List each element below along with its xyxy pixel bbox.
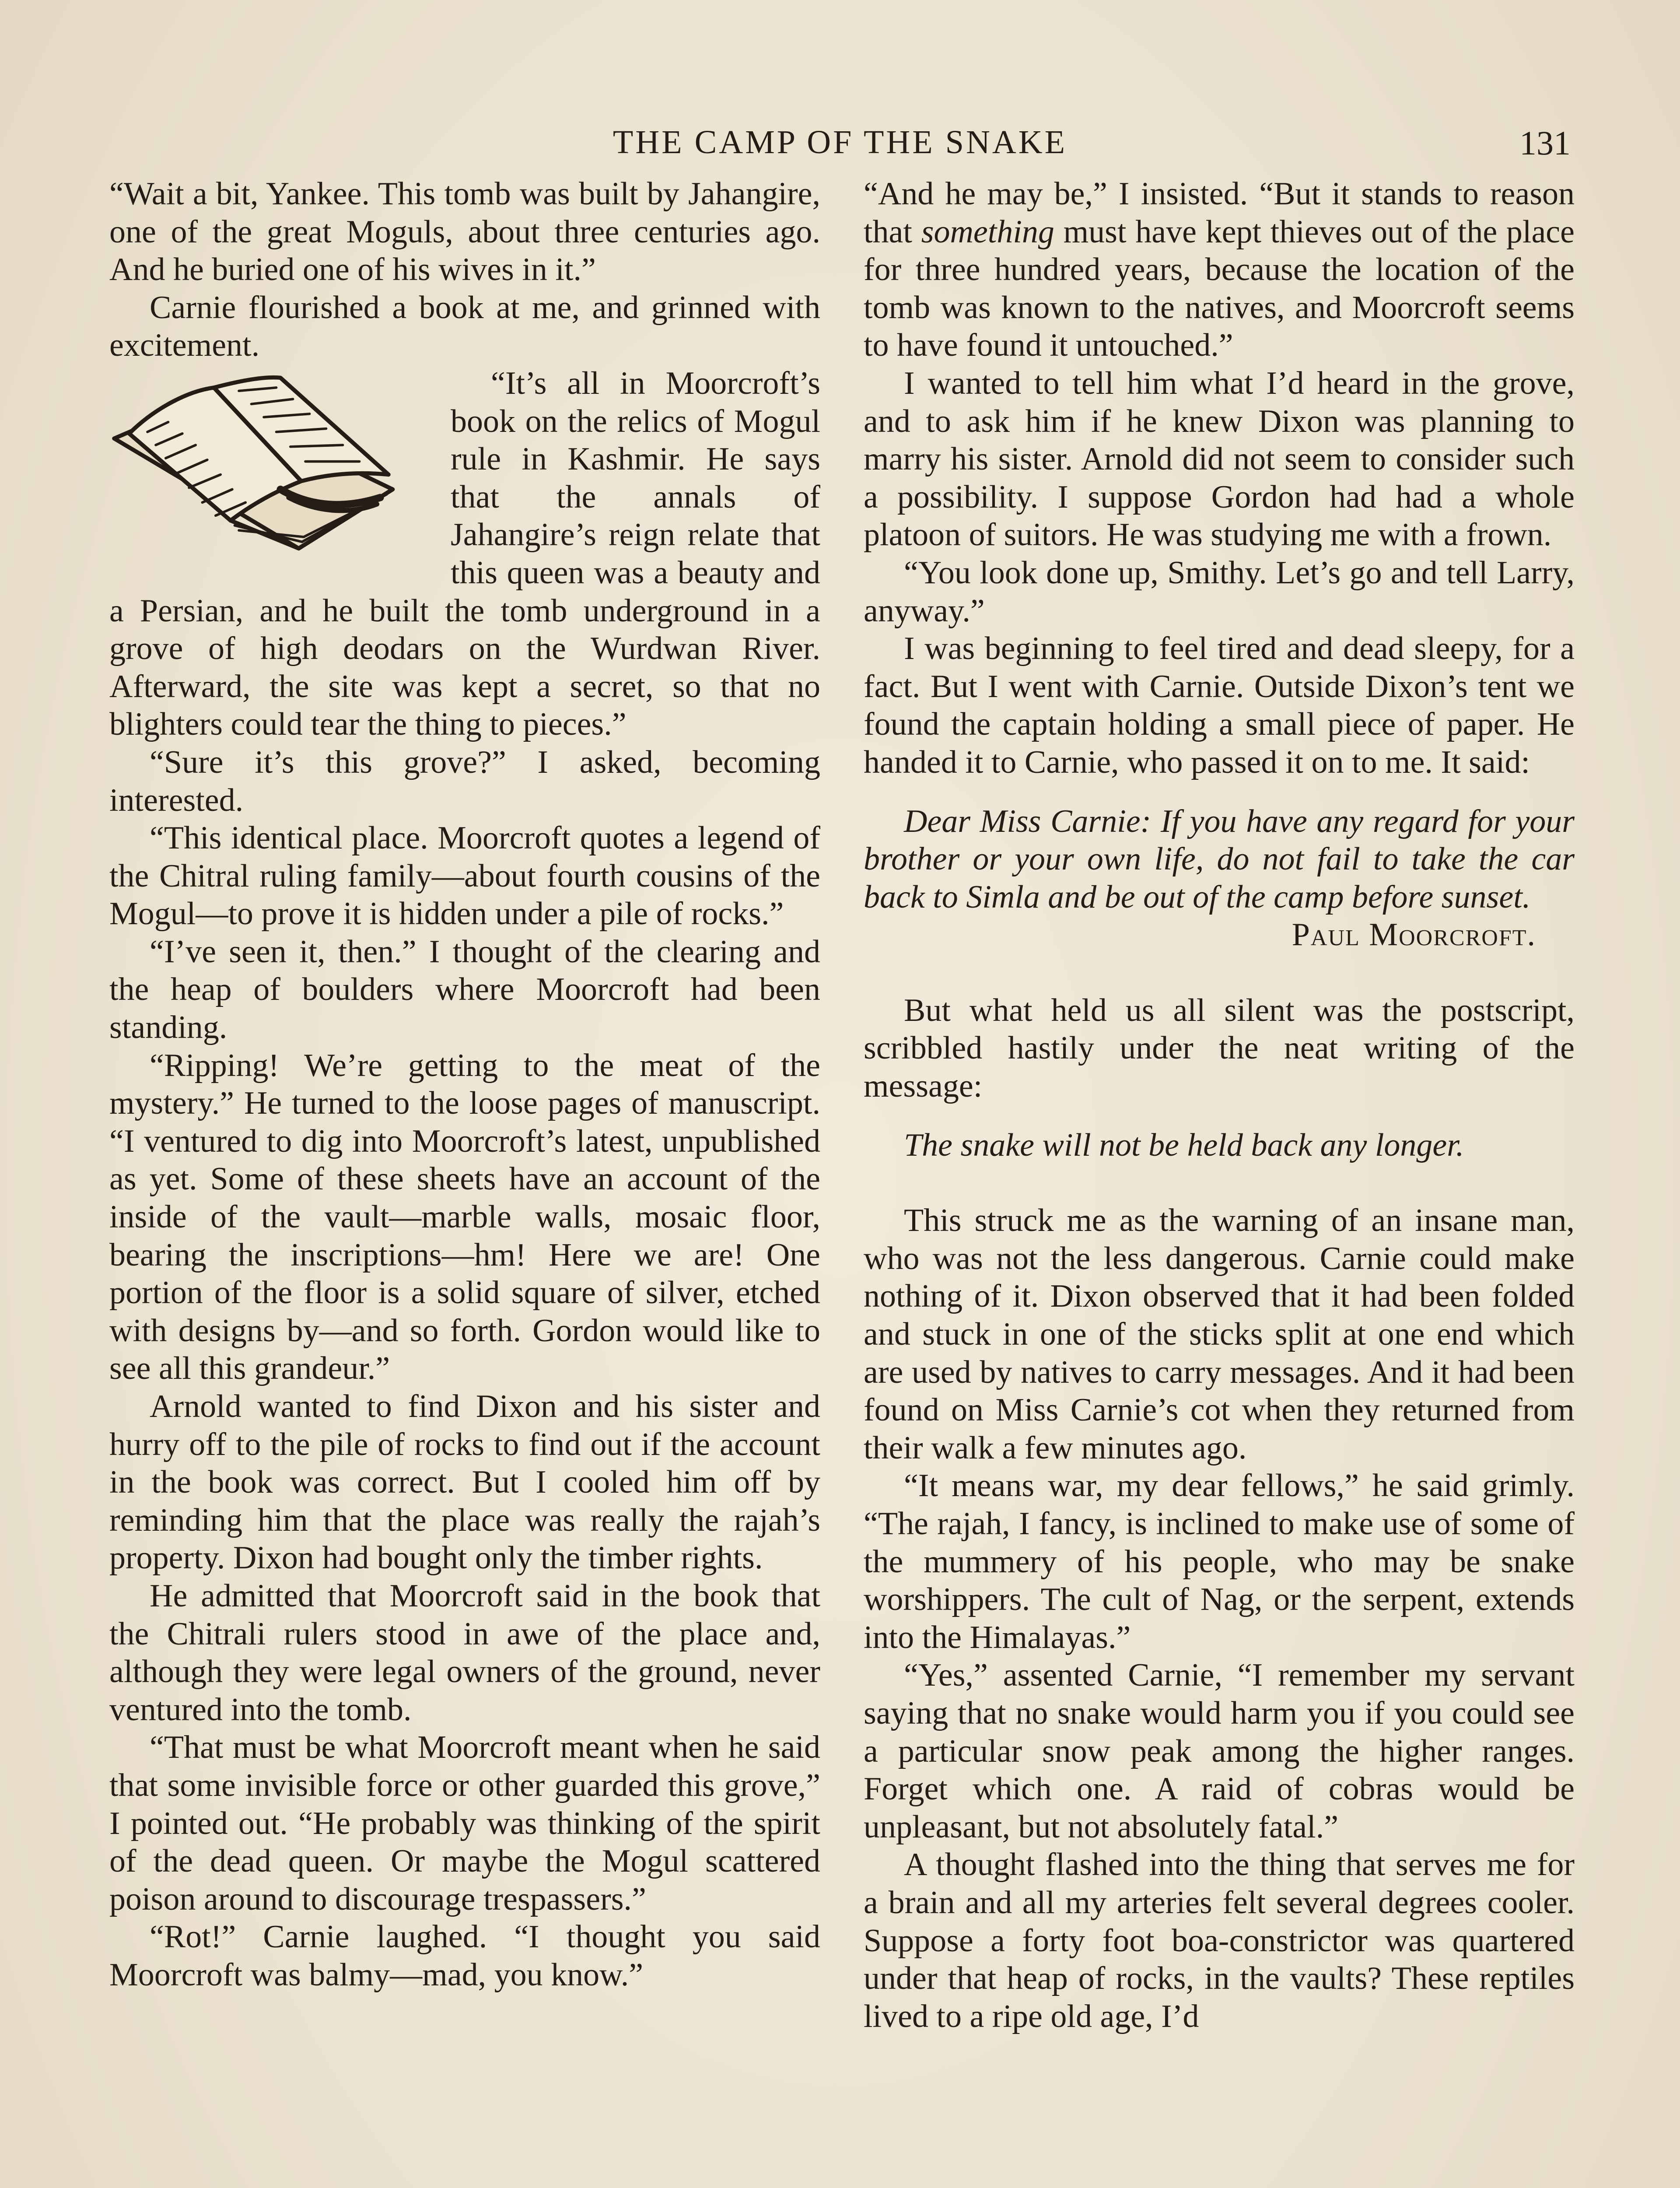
- page-header: [109, 123, 1571, 167]
- paragraph: He admitted that Moorcroft said in the book that the Chitrali rulers stood in awe of the place and, although they were legal owners of the ground, never ventured into the tomb.: [109, 1578, 820, 1728]
- paragraph: “It means war, my dear fellows,” he said grimly. “The rajah, I fancy, is inclined to make use of some of the mummery of his people, who may be snake worshippers. The cult of Nag, or the serpent, extends into the Himalayas.”: [864, 1468, 1575, 1655]
- paragraph: Arnold wanted to find Dixon and his sister and hurry off to the pile of rocks to find out if the account in the book was correct. But I cooled him off by reminding him that the place was really the rajah’s property. Dixon had bought only the timber rights.: [109, 1389, 820, 1576]
- paragraph: “And he may be,” I insisted. “But it stands to reason that something must have kept thieves out of the place for three hundred years, because the location of the tomb was known to the natives, and Moorcroft seems to have found it untouched.”: [864, 176, 1575, 364]
- letter-postscript: The snake will not be held back any longer.: [904, 1127, 1464, 1163]
- running-head: THE CAMP OF THE SNAKE: [612, 124, 1068, 161]
- paragraph: I was beginning to feel tired and dead sleepy, for a fact. But I went with Carnie. Outside Dixon’s tent we found the captain holding a small piece of paper. He handed it to Carnie, who passed it on to me. It said:: [864, 631, 1575, 780]
- paragraph: “That must be what Moorcroft meant when he said that some invisible force or other guarded this grove,” I pointed out. “He probably was thinking of the spirit of the dead queen. Or maybe the Mogul scattered poison around to discourage trespassers.”: [109, 1729, 820, 1917]
- paragraph: I wanted to tell him what I’d heard in the grove, and to ask him if he knew Dixon was planning to marry his sister. Arnold did not seem to consider such a possibility. I suppose Gordon had had a whole platoon of suitors. He was studying me with a frown.: [864, 365, 1575, 553]
- paragraph: “Ripping! We’re getting to the meat of the mystery.” He turned to the loose pages of manuscript. “I ventured to dig into Moorcroft’s latest, unpublished as yet. Some of these sheets have an account of the inside of the vault—marble walls, mosaic floor, bearing the inscriptions—hm! Here we are! One portion of the floor is a solid square of silver, etched with designs by—and so forth. Gordon would like to see all this grandeur.”: [109, 1047, 820, 1387]
- paragraph: This struck me as the warning of an insane man, who was not the less dangerous. Carnie could make nothing of it. Dixon observed that it had been folded and stuck in one of the sticks split at one end which are used by natives to carry messages. And it had been found on Miss Carnie’s cot when they returned from their walk a few minutes ago.: [864, 1203, 1575, 1466]
- warning-letter: Dear Miss Carnie: If you have any regard for your brother or your own life, do not fail to take the car back to Simla and be out of the camp before sunset.: [864, 803, 1575, 915]
- paragraph: “I’ve seen it, then.” I thought of the clearing and the heap of boulders where Moorcroft had been standing.: [109, 933, 820, 1046]
- paragraph: “You look done up, Smithy. Let’s go and tell Larry, anyway.”: [864, 554, 1575, 629]
- paragraph: “Rot!” Carnie laughed. “I thought you said Moorcroft was balmy—mad, you know.”: [109, 1919, 820, 1993]
- left-column: [109, 175, 820, 2188]
- paragraph: “Sure it’s this grove?” I asked, becoming interested.: [109, 744, 820, 818]
- paragraph: “It’s all in Moorcroft’s book on the relics of Mogul rule in Kashmir. He says that the annals of Jahangire’s reign relate that this queen was a beauty and a Persian, and he built the tomb underground in a grove of high deodars on the Wurdwan River. Afterward, the site was kept a secret, so that no blighters could tear the thing to pieces.”: [109, 365, 820, 743]
- emphasized-word: something: [921, 214, 1054, 250]
- page-number: 131: [1519, 124, 1571, 162]
- paragraph: “Wait a bit, Yankee. This tomb was built by Jahangire, one of the great Moguls, about three centuries ago. And he buried one of his wives in it.”: [109, 176, 820, 288]
- paragraph: “Yes,” assented Carnie, “I remember my servant saying that no snake would harm you if you could see a particular snow peak among the higher ranges. Forget which one. A raid of cobras would be unpleasant, but not absolutely fatal.”: [864, 1657, 1575, 1845]
- paragraph: “This identical place. Moorcroft quotes a legend of the Chitral ruling family—about fourth cousins of the Mogul—to prove it is hidden under a pile of rocks.”: [109, 820, 820, 932]
- open-book-icon: [109, 366, 438, 563]
- paragraph: But what held us all silent was the postscript, scribbled hastily under the neat writing of the message:: [864, 992, 1575, 1105]
- paragraph: Carnie flourished a book at me, and grinned with excitement.: [109, 289, 820, 364]
- letter-signature: Paul Moorcroft.: [1292, 917, 1536, 953]
- paragraph: A thought flashed into the thing that serves me for a brain and all my arteries felt several degrees cooler. Suppose a forty foot boa-constrictor was quartered under that heap of rocks, in the vaults? These reptiles lived to a ripe old age, I’d: [864, 1847, 1575, 2034]
- right-column: [864, 175, 1575, 2188]
